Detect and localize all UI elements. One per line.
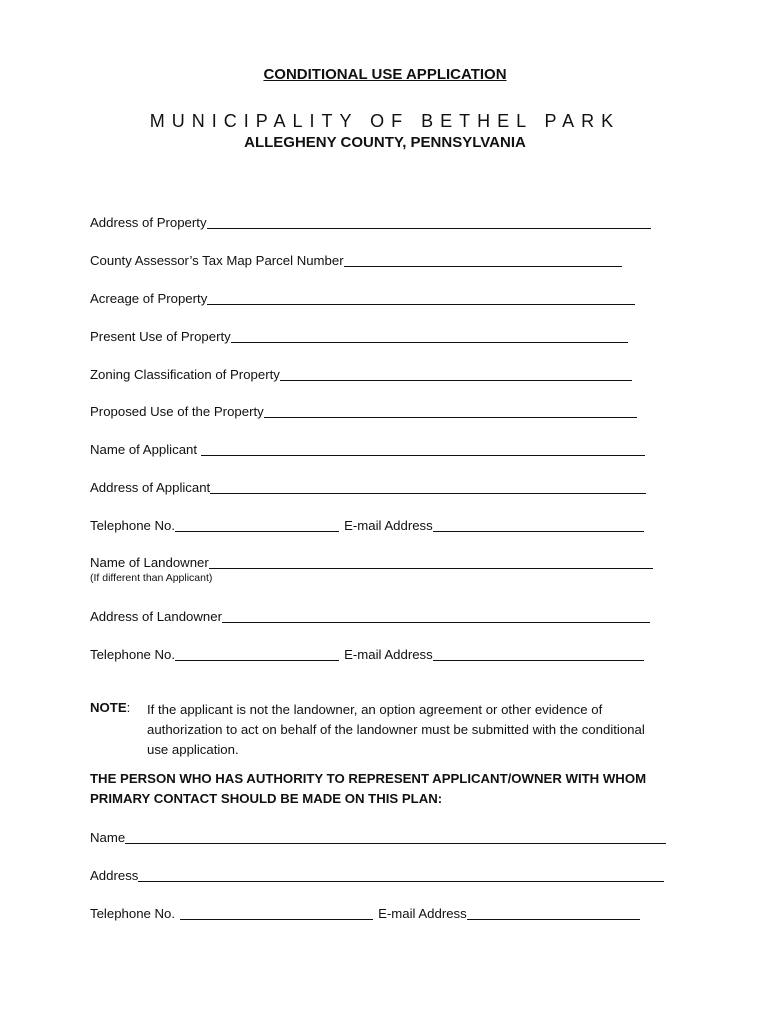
- note-label-text: NOTE: [90, 700, 127, 715]
- contact-email-label: E-mail Address: [378, 906, 467, 921]
- landowner-address-input[interactable]: [222, 608, 650, 623]
- address-of-property-input[interactable]: [207, 214, 651, 229]
- applicant-name-label: Name of Applicant: [90, 442, 198, 457]
- proposed-use-row: [90, 400, 637, 420]
- county-heading: ALLEGHENY COUNTY, PENNSYLVANIA: [244, 134, 526, 151]
- contact-address-label: Address: [90, 868, 139, 883]
- contact-address-input[interactable]: [138, 867, 664, 882]
- applicant-name-input[interactable]: [201, 441, 645, 456]
- landowner-telephone-input[interactable]: [175, 646, 339, 661]
- contact-telephone-input[interactable]: [180, 905, 373, 920]
- municipality-heading: MUNICIPALITY OF BETHEL PARK: [149, 111, 621, 131]
- contact-name-row: [90, 826, 666, 846]
- address-of-property-label: Address of Property: [90, 215, 207, 230]
- landowner-contact-row: [90, 643, 644, 663]
- landowner-email-label: E-mail Address: [344, 647, 433, 662]
- tax-parcel-row: [90, 249, 622, 269]
- landowner-address-row: [90, 605, 650, 625]
- form-title: CONDITIONAL USE APPLICATION: [263, 66, 507, 83]
- applicant-name-row: [90, 438, 645, 458]
- landowner-name-input[interactable]: [209, 554, 653, 569]
- zoning-row: [90, 363, 632, 383]
- contact-heading: THE PERSON WHO HAS AUTHORITY TO REPRESENT APPLICANT/OWNER WITH WHOM PRIMARY CONTACT SHOULD BE MADE ON THIS PLAN:: [90, 771, 647, 806]
- note-text: If the applicant is not the landowner, an option agreement or other evidence of authorization to act on behalf of the landowner must be submitted with the conditional use application.: [147, 702, 645, 757]
- contact-name-label: Name: [90, 830, 126, 845]
- applicant-email-label: E-mail Address: [344, 518, 433, 533]
- proposed-use-label: Proposed Use of the Property: [90, 404, 264, 419]
- applicant-telephone-label: Telephone No.: [90, 518, 176, 533]
- contact-address-row: [90, 864, 664, 884]
- tax-parcel-label: County Assessor’s Tax Map Parcel Number: [90, 253, 344, 268]
- landowner-email-input[interactable]: [433, 646, 644, 661]
- landowner-telephone-label: Telephone No.: [90, 647, 176, 662]
- present-use-row: [90, 325, 628, 345]
- zoning-input[interactable]: [280, 366, 632, 381]
- proposed-use-input[interactable]: [264, 403, 637, 418]
- contact-email-input[interactable]: [467, 905, 640, 920]
- applicant-telephone-input[interactable]: [175, 517, 339, 532]
- applicant-email-input[interactable]: [433, 517, 644, 532]
- applicant-address-row: [90, 476, 646, 496]
- landowner-name-row: [90, 551, 653, 571]
- applicant-contact-row: [90, 514, 644, 534]
- contact-contact-row: [90, 902, 640, 922]
- acreage-label: Acreage of Property: [90, 291, 208, 306]
- landowner-name-label: Name of Landowner: [90, 555, 209, 570]
- applicant-address-input[interactable]: [210, 479, 646, 494]
- zoning-label: Zoning Classification of Property: [90, 367, 280, 382]
- landowner-address-label: Address of Landowner: [90, 609, 222, 624]
- acreage-input[interactable]: [207, 290, 635, 305]
- landowner-note: (If different than Applicant): [90, 572, 213, 584]
- acreage-row: [90, 287, 635, 307]
- address-of-property-row: [90, 211, 651, 231]
- contact-telephone-label: Telephone No.: [90, 906, 176, 921]
- note-colon: :: [126, 700, 131, 715]
- contact-name-input[interactable]: [125, 829, 666, 844]
- present-use-label: Present Use of Property: [90, 329, 231, 344]
- applicant-address-label: Address of Applicant: [90, 480, 211, 495]
- note-label: [90, 700, 130, 715]
- tax-parcel-input[interactable]: [344, 252, 622, 267]
- present-use-input[interactable]: [231, 328, 628, 343]
